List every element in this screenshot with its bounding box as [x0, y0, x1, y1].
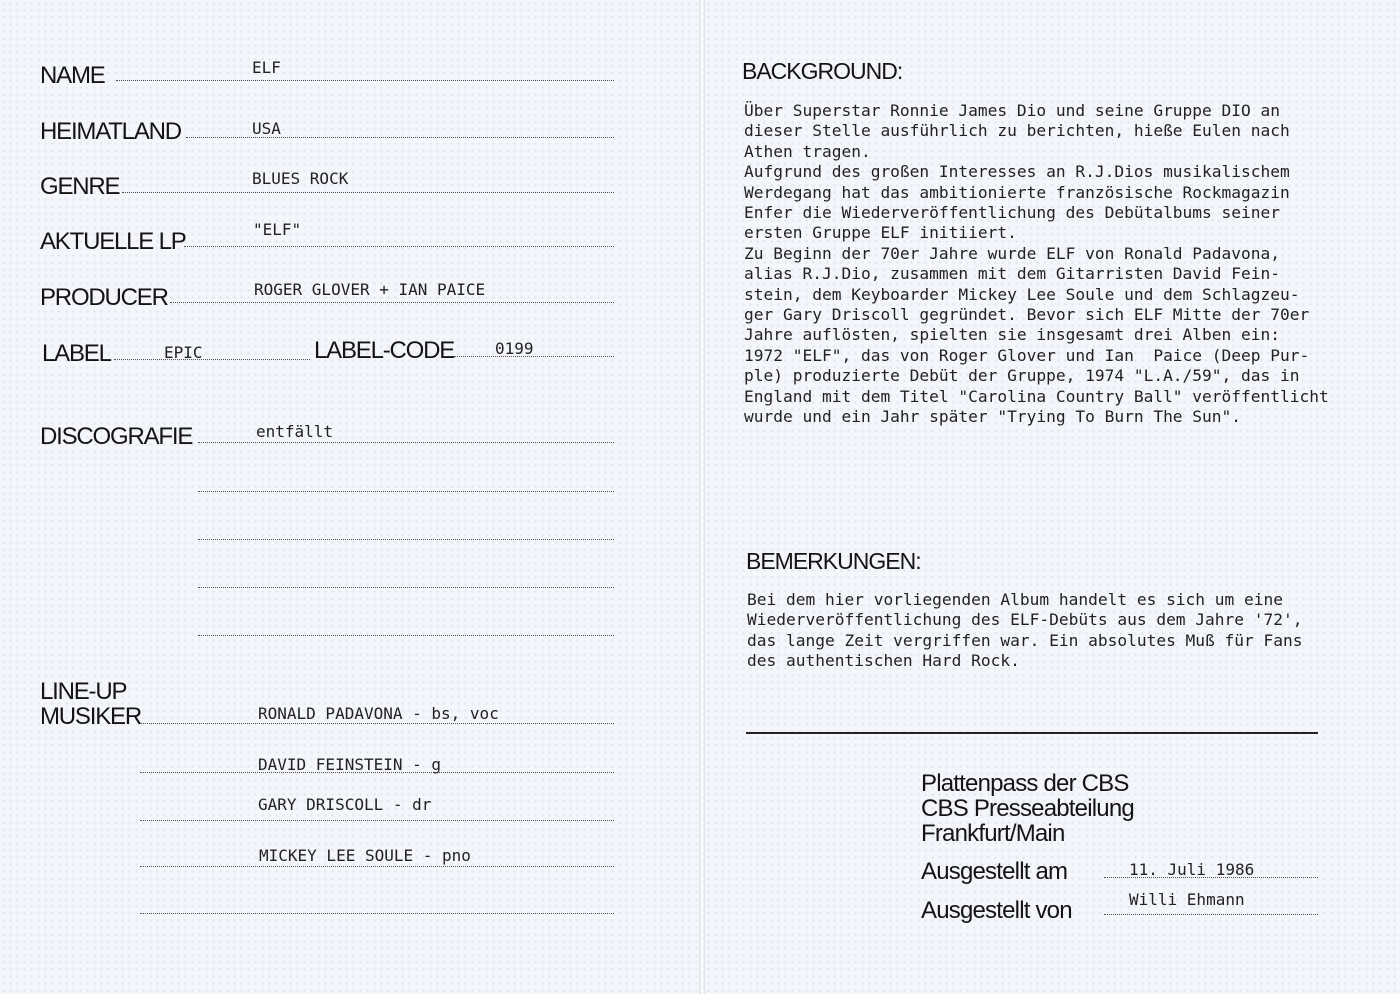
issued-by-dotted-line	[1104, 914, 1318, 915]
lineup-blank-line	[140, 913, 614, 914]
aktuelle-lp-value: "ELF"	[253, 220, 302, 239]
lineup-dotted-line	[140, 866, 614, 867]
separator-line	[746, 732, 1318, 734]
aktuelle-lp-dotted-line	[184, 246, 614, 247]
discografie-dotted-line	[198, 442, 614, 443]
discografie-blank-line	[198, 491, 614, 492]
label-dotted-line	[114, 359, 310, 360]
lineup-member: RONALD PADAVONA - bs, voc	[258, 704, 499, 723]
left-page	[0, 0, 699, 994]
lineup-dotted-line	[140, 820, 614, 821]
discografie-label: DISCOGRAFIE	[40, 423, 193, 450]
discografie-blank-line	[198, 539, 614, 540]
footer-line-3: Frankfurt/Main	[921, 820, 1065, 847]
producer-label: PRODUCER	[40, 284, 168, 311]
lineup-label: LINE-UP	[40, 678, 127, 705]
lineup-member: DAVID FEINSTEIN - g	[258, 755, 442, 774]
name-dotted-line	[116, 80, 614, 81]
producer-dotted-line	[170, 302, 614, 303]
label-code-label: LABEL-CODE	[314, 337, 455, 364]
issued-by-label: Ausgestellt von	[921, 897, 1072, 924]
bemerkungen-text: Bei dem hier vorliegenden Album handelt es sich um eine Wiederveröffentlichung des ELF-Debüts aus dem Jahre '72', das lange Zeit vergriffen war. Ein absolutes Muß für Fans des authentischen Hard Rock.	[747, 590, 1303, 671]
genre-value: BLUES ROCK	[252, 169, 349, 188]
genre-dotted-line	[122, 192, 614, 193]
name-label: NAME	[40, 62, 105, 89]
heimatland-value: USA	[252, 119, 281, 138]
heimatland-dotted-line	[186, 137, 614, 138]
footer-line-1: Plattenpass der CBS	[921, 770, 1129, 797]
label-code-dotted-line	[454, 356, 614, 357]
discografie-blank-line	[198, 587, 614, 588]
issued-by-value: Willi Ehmann	[1129, 890, 1245, 909]
heimatland-label: HEIMATLAND	[40, 118, 181, 145]
label-code-value: 0199	[495, 339, 534, 358]
discografie-blank-line	[198, 635, 614, 636]
producer-value: ROGER GLOVER + IAN PAICE	[254, 280, 486, 299]
lineup-member: GARY DRISCOLL - dr	[258, 795, 432, 814]
footer-line-2: CBS Presseabteilung	[921, 795, 1134, 822]
issued-on-label: Ausgestellt am	[921, 858, 1068, 885]
discografie-value: entfällt	[256, 422, 334, 441]
background-text: Über Superstar Ronnie James Dio und seine Gruppe DIO an dieser Stelle ausführlich zu berichten, hieße Eulen nach Athen tragen. Aufgrund des großen Interesses an R.J.Dios musikalischem Werdegang hat das ambitionierte französische Rockmagazin Enfer die Wiederveröffentlichung des Debütalbums seiner ersten Gruppe ELF initiiert. Zu Beginn der 70er Jahre wurde ELF von Ronald Padavona, alias R.J.Dio, zusammen mit dem Gitarristen David Fein- stein, dem Keyboarder Mickey Lee Soule und dem Schlagzeu- ger Gary Driscoll gegründet. Bevor sich ELF Mitte der 70er Jahre auflösten, spielten sie insgesamt drei Alben ein: 1972 "ELF", das von Roger Glover und Ian Paice (Deep Pur- ple) produzierte Debüt der Gruppe, 1974 "L.A./59", das in England mit dem Titel "Carolina Country Ball" veröffentlicht wurde und ein Jahr später "Trying To Burn The Sun".	[744, 101, 1329, 427]
musiker-label: MUSIKER	[40, 703, 141, 730]
name-value: ELF	[252, 58, 281, 77]
background-heading: BACKGROUND:	[742, 58, 903, 84]
label-value: EPIC	[164, 343, 203, 362]
right-page	[705, 0, 1400, 994]
genre-label: GENRE	[40, 173, 120, 200]
label-label: LABEL	[42, 340, 111, 367]
issued-on-value: 11. Juli 1986	[1129, 860, 1255, 879]
lineup-dotted-line	[140, 723, 614, 724]
bemerkungen-heading: BEMERKUNGEN:	[746, 548, 921, 574]
lineup-member: MICKEY LEE SOULE - pno	[259, 846, 471, 865]
aktuelle-lp-label: AKTUELLE LP	[40, 228, 186, 255]
